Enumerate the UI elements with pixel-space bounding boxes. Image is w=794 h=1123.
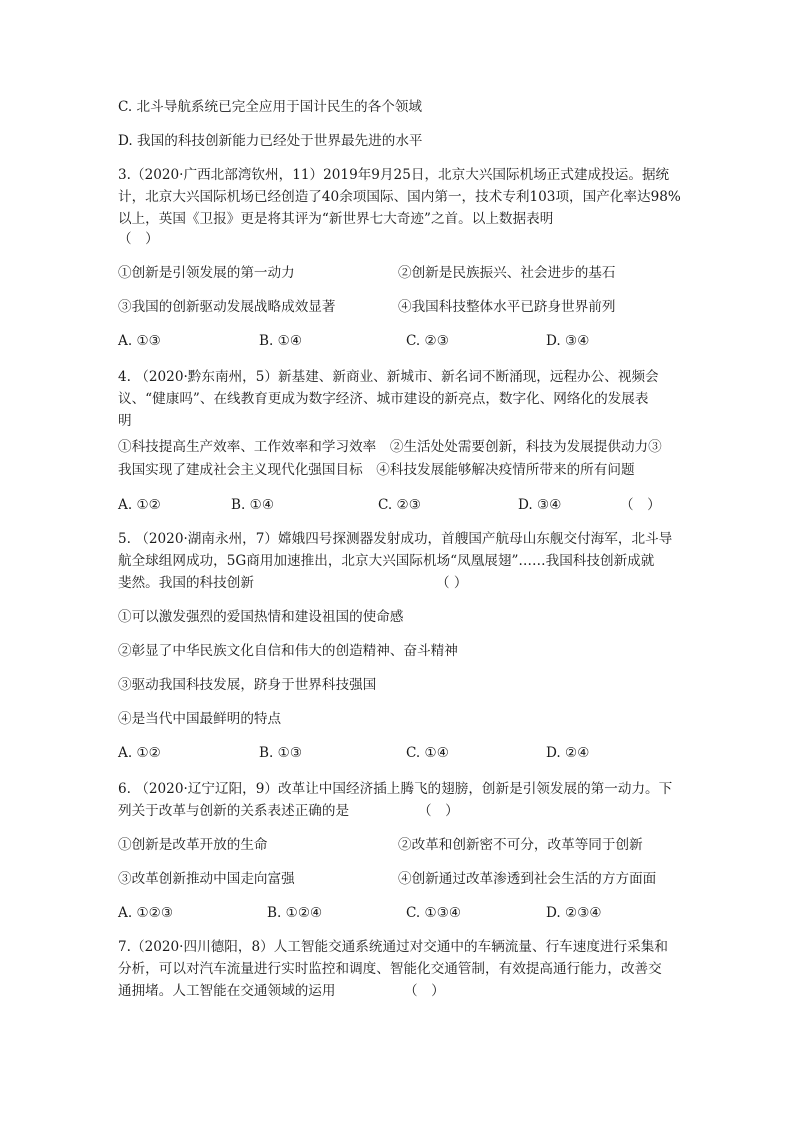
q4-stem-line: 4. （2020·黔东南州，5）新基建、新商业、新城市、新名词不断涌现，远程办公、视频会	[118, 369, 659, 385]
q3-option-c: C. ②③	[406, 333, 449, 349]
q5-stem-line: 斐然。我国的科技创新	[118, 575, 254, 591]
q3-stem-line: 计，北京大兴国际机场已经创造了40余项国际、国内第一，技术专利103项，国产化率达98%	[118, 189, 681, 205]
q4-stem-line: 明	[118, 413, 132, 429]
q5-statement-3: ③驱动我国科技发展，跻身于世界科技强国	[118, 677, 377, 693]
q3-option-d: D. ③④	[546, 333, 590, 349]
q5-option-b: B. ①③	[259, 745, 303, 761]
q5-stem-line: 航全球组网成功，5G商用加速推出，北京大兴国际机场“凤凰展翅”……我国科技创新成就	[118, 553, 655, 569]
q6-answer-paren: （ ）	[418, 803, 459, 819]
q4-answer-paren: （ ）	[620, 497, 661, 513]
prev-option-c: C. 北斗导航系统已完全应用于国计民生的各个领域	[118, 99, 423, 115]
q6-statement-1: ①创新是改革开放的生命	[118, 837, 268, 853]
q3-statement-2: ②创新是民族振兴、社会进步的基石	[398, 265, 616, 281]
q3-option-b: B. ①④	[259, 333, 303, 349]
q6-option-d: D. ②③④	[546, 905, 602, 921]
q5-statement-1: ①可以激发强烈的爱国热情和建设祖国的使命感	[118, 609, 404, 625]
q4-option-c: C. ②③	[378, 497, 421, 513]
prev-option-d: D. 我国的科技创新能力已经处于世界最先进的水平	[118, 133, 423, 149]
q4-statements-line: 我国实现了建成社会主义现代化强国目标 ④科技发展能够解决疫情所带来的所有问题	[118, 462, 635, 478]
q3-statement-3: ③我国的创新驱动发展战略成效显著	[118, 299, 336, 315]
q6-statement-3: ③改革创新推动中国走向富强	[118, 871, 295, 887]
q3-stem-line: 3.（2020·广西北部湾钦州，11）2019年9月25日，北京大兴国际机场正式建成投运。据统	[118, 167, 670, 183]
q5-statement-4: ④是当代中国最鲜明的特点	[118, 711, 282, 727]
q4-option-d: D. ③④	[518, 497, 562, 513]
q3-statement-4: ④我国科技整体水平已跻身世界前列	[398, 299, 616, 315]
q7-stem-line: 7.（2020·四川德阳，8）人工智能交通系统通过对交通中的车辆流量、行车速度进行采集和	[118, 939, 668, 955]
q7-stem-line: 通拥堵。人工智能在交通领域的运用	[118, 983, 336, 999]
q6-statement-2: ②改革和创新密不可分，改革等同于创新	[398, 837, 643, 853]
q3-stem-line: 以上，英国《卫报》更是将其评为“新世界七大奇迹”之首。以上数据表明	[118, 211, 554, 227]
q7-stem-line: 分析，可以对汽车流量进行实时监控和调度、智能化交通管制，有效提高通行能力，改善交	[118, 961, 662, 977]
q3-option-a: A. ①③	[118, 333, 161, 349]
q6-stem-line: 6. （2020·辽宁辽阳，9）改革让中国经济插上腾飞的翅膀，创新是引领发展的第一动力。下	[118, 781, 673, 797]
q6-statement-4: ④创新通过改革渗透到社会生活的方方面面	[398, 871, 657, 887]
q3-answer-paren: （ ）	[118, 231, 159, 247]
q6-option-c: C. ①③④	[406, 905, 462, 921]
q5-option-d: D. ②④	[546, 745, 590, 761]
q5-option-c: C. ①④	[406, 745, 449, 761]
q6-option-b: B. ①②④	[267, 905, 323, 921]
q5-stem-line: 5. （2020·湖南永州，7）嫦娥四号探测器发射成功，首艘国产航母山东舰交付海军，北斗导	[118, 531, 673, 547]
q7-answer-paren: （ ）	[404, 983, 445, 999]
q4-option-b: B. ①④	[231, 497, 275, 513]
q3-statement-1: ①创新是引领发展的第一动力	[118, 265, 295, 281]
q4-statements-line: ①科技提高生产效率、工作效率和学习效率 ②生活处处需要创新，科技为发展提供动力③	[118, 439, 662, 455]
q4-option-a: A. ①②	[118, 497, 161, 513]
q6-stem-line: 列关于改革与创新的关系表述正确的是	[118, 803, 350, 819]
q5-statement-2: ②彰显了中华民族文化自信和伟大的创造精神、奋斗精神	[118, 643, 458, 659]
q4-stem-line: 议、“健康吗”、在线教育更成为数字经济、城市建设的新亮点，数字化、网络化的发展表	[118, 391, 649, 407]
q6-option-a: A. ①②③	[118, 905, 174, 921]
q5-answer-paren: （ ）	[436, 575, 468, 591]
q5-option-a: A. ①②	[118, 745, 161, 761]
